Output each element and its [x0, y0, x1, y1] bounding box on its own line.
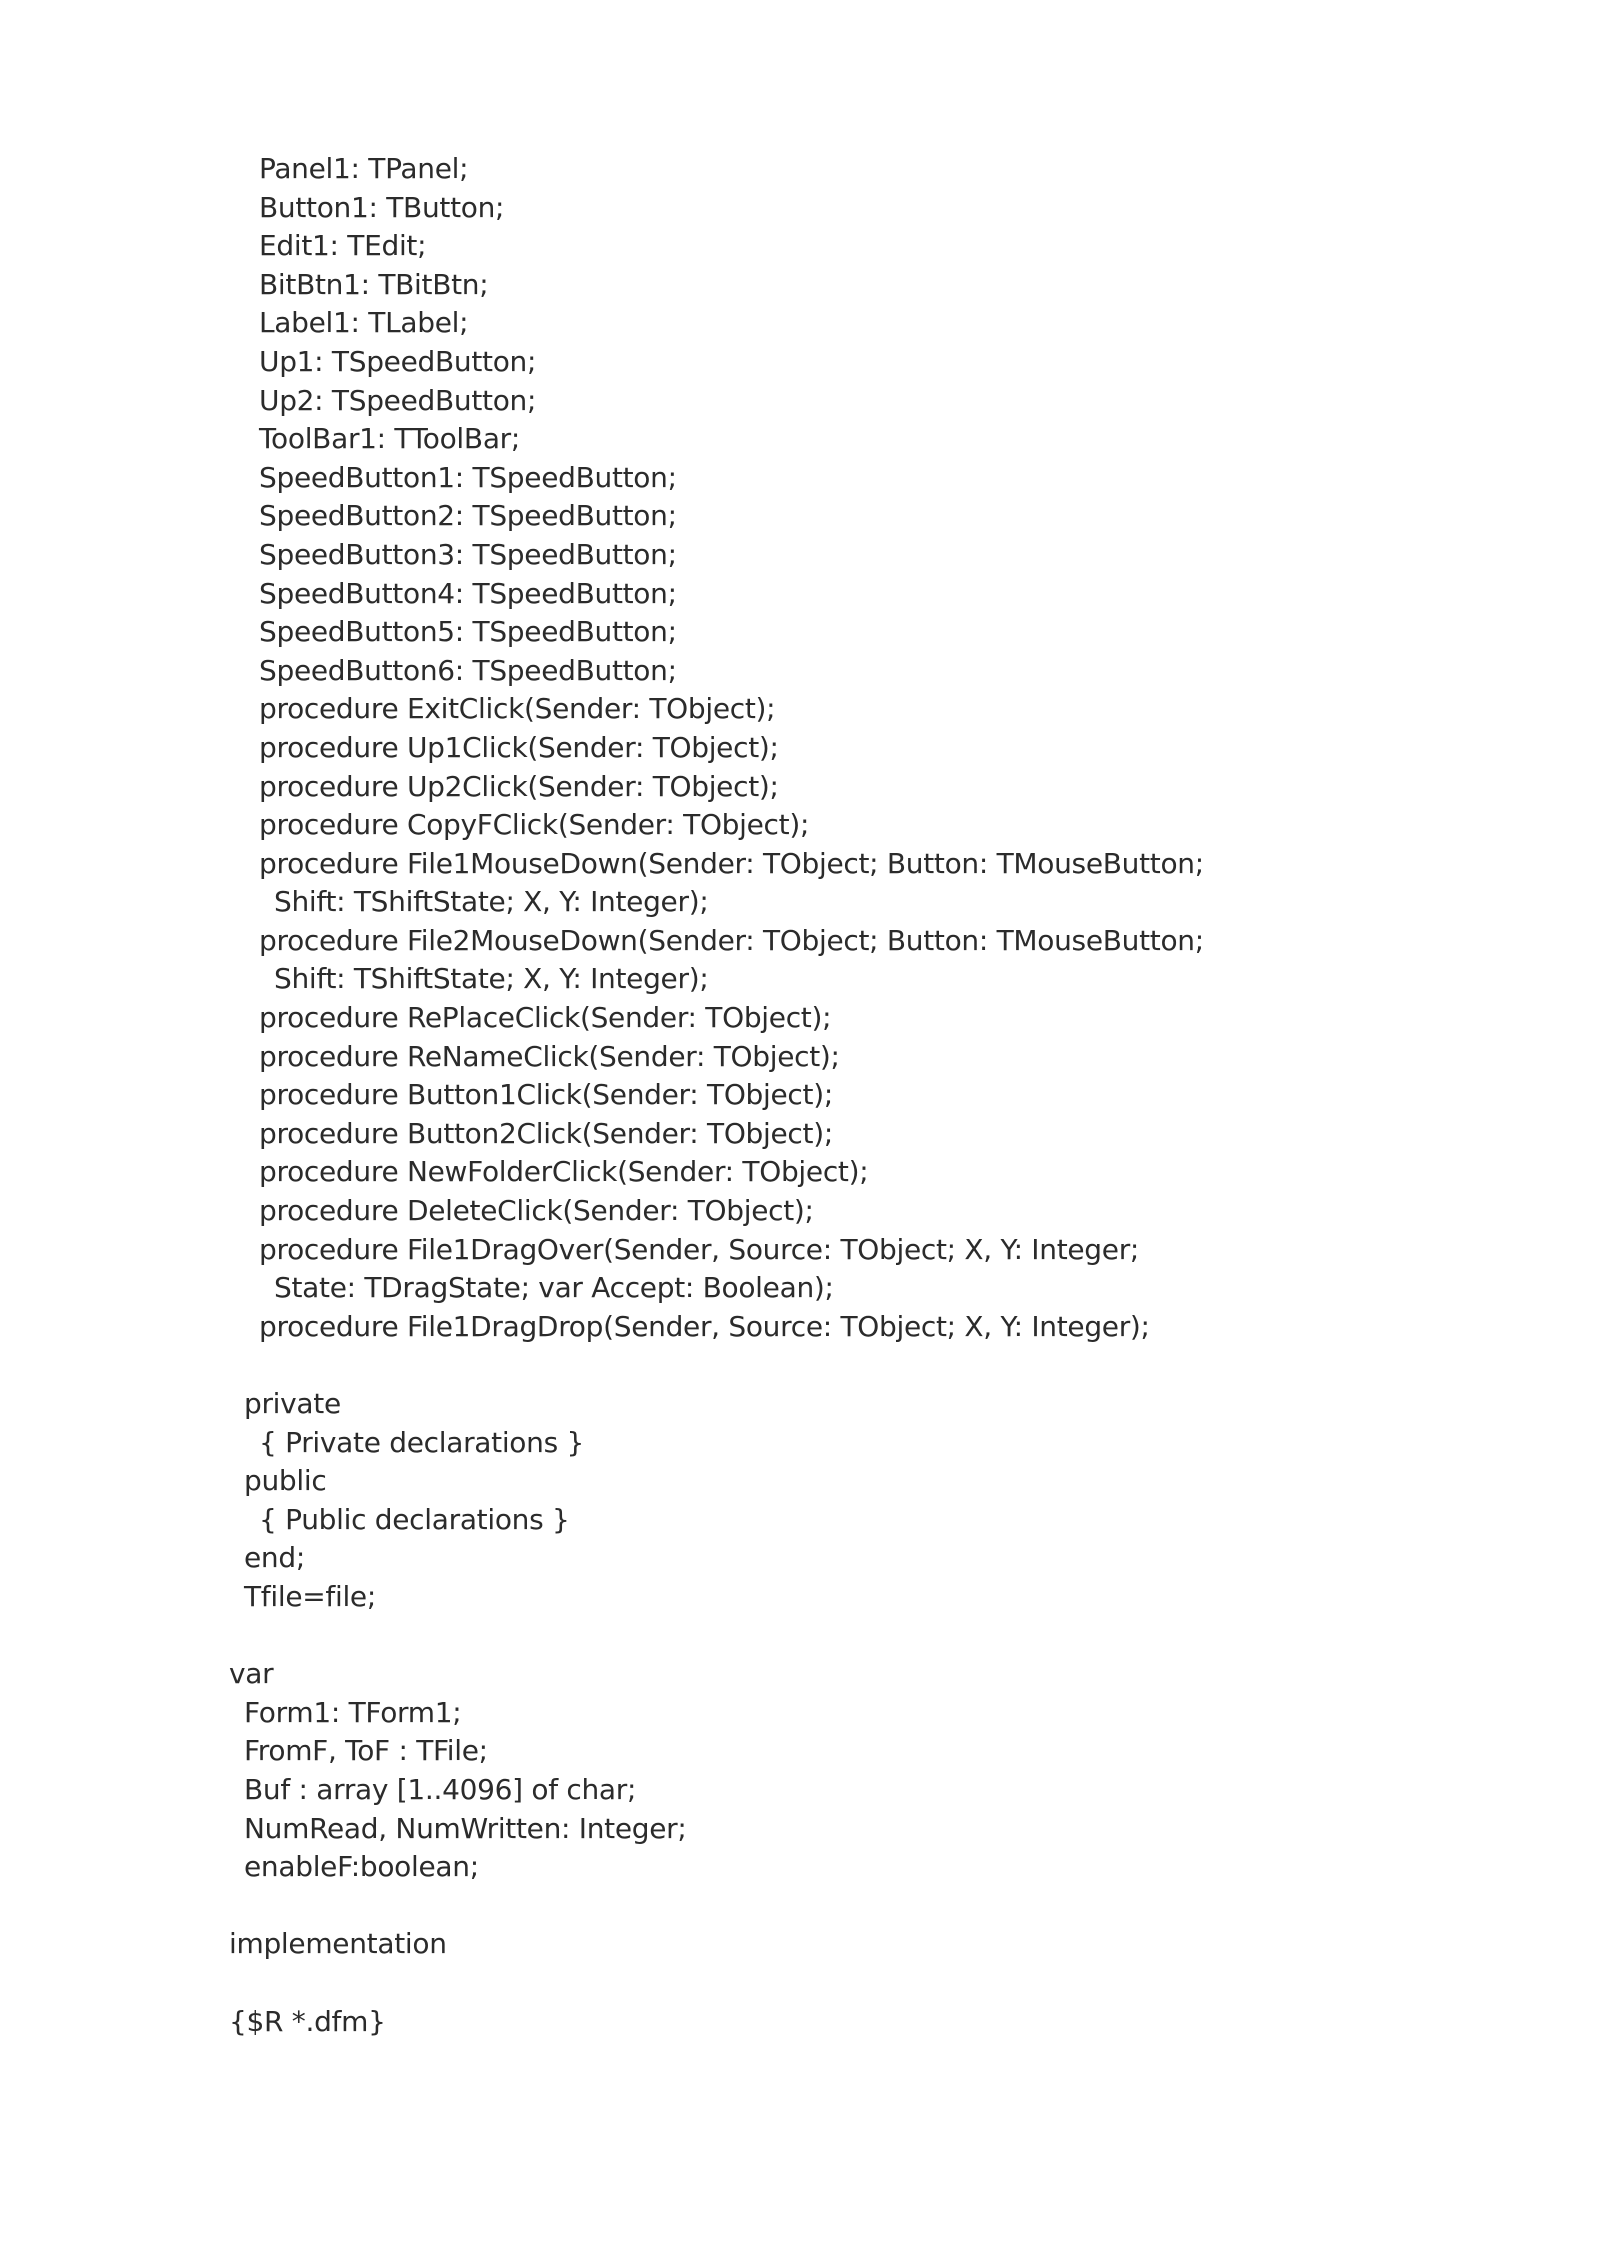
- code-line: SpeedButton6: TSpeedButton;: [259, 653, 677, 687]
- code-line: procedure ReNameClick(Sender: TObject);: [259, 1039, 840, 1073]
- code-line: Tfile=file;: [244, 1579, 376, 1613]
- code-line: Shift: TShiftState; X, Y: Integer);: [274, 885, 709, 919]
- code-line: State: TDragState; var Accept: Boolean);: [274, 1271, 834, 1305]
- code-line: private: [244, 1387, 341, 1420]
- code-line: ToolBar1: TToolBar;: [259, 422, 521, 456]
- code-line: Buf : array [1..4096] of char;: [244, 1772, 637, 1806]
- code-line: procedure File1MouseDown(Sender: TObject; Button: TMouseButton;: [259, 846, 1204, 880]
- code-line: procedure DeleteClick(Sender: TObject);: [259, 1194, 814, 1228]
- code-line: Label1: TLabel;: [259, 306, 469, 340]
- code-line: procedure File1DragOver(Sender, Source: TObject; X, Y: Integer;: [259, 1232, 1140, 1266]
- code-line: Edit1: TEdit;: [259, 229, 427, 263]
- code-line: procedure Up1Click(Sender: TObject);: [259, 730, 779, 764]
- code-line: Shift: TShiftState; X, Y: Integer);: [274, 962, 709, 996]
- code-comment: { Public declarations }: [259, 1502, 570, 1536]
- code-line: procedure RePlaceClick(Sender: TObject);: [259, 1001, 832, 1035]
- code-line: procedure File1DragDrop(Sender, Source: TObject; X, Y: Integer);: [259, 1309, 1150, 1343]
- blank-line: [229, 1887, 1529, 1926]
- blank-line: [229, 1964, 1529, 2003]
- code-line: procedure Up2Click(Sender: TObject);: [259, 769, 779, 803]
- code-line: Form1: TForm1;: [244, 1695, 462, 1729]
- code-line: procedure CopyFClick(Sender: TObject);: [259, 808, 810, 842]
- code-listing: [229, 150, 1529, 2041]
- code-line: procedure NewFolderClick(Sender: TObject);: [259, 1155, 869, 1189]
- code-line: BitBtn1: TBitBtn;: [259, 267, 489, 301]
- code-line: Button1: TButton;: [259, 190, 505, 224]
- code-comment: { Private declarations }: [259, 1425, 584, 1459]
- code-line: FromF, ToF : TFile;: [244, 1734, 488, 1768]
- code-line: Up2: TSpeedButton;: [259, 383, 537, 417]
- code-line: procedure Button2Click(Sender: TObject);: [259, 1116, 833, 1150]
- code-line: implementation: [229, 1927, 447, 1961]
- code-line: SpeedButton4: TSpeedButton;: [259, 576, 677, 610]
- code-line: Up1: TSpeedButton;: [259, 344, 537, 378]
- code-line: procedure File2MouseDown(Sender: TObject; Button: TMouseButton;: [259, 923, 1204, 957]
- code-line: SpeedButton2: TSpeedButton;: [259, 499, 677, 533]
- code-line: procedure ExitClick(Sender: TObject);: [259, 692, 776, 726]
- blank-line: [229, 1346, 1529, 1385]
- blank-line: [229, 1617, 1529, 1656]
- code-line: procedure Button1Click(Sender: TObject);: [259, 1078, 833, 1112]
- code-line: {$R *.dfm}: [229, 2004, 386, 2038]
- code-line: enableF:boolean;: [244, 1850, 479, 1884]
- code-line: Panel1: TPanel;: [259, 152, 469, 185]
- code-line: SpeedButton3: TSpeedButton;: [259, 537, 677, 571]
- code-line: public: [244, 1464, 327, 1498]
- code-line: end;: [244, 1541, 305, 1575]
- code-line: var: [229, 1657, 274, 1691]
- code-line: SpeedButton5: TSpeedButton;: [259, 615, 677, 649]
- code-line: SpeedButton1: TSpeedButton;: [259, 460, 677, 494]
- code-line: NumRead, NumWritten: Integer;: [244, 1811, 687, 1845]
